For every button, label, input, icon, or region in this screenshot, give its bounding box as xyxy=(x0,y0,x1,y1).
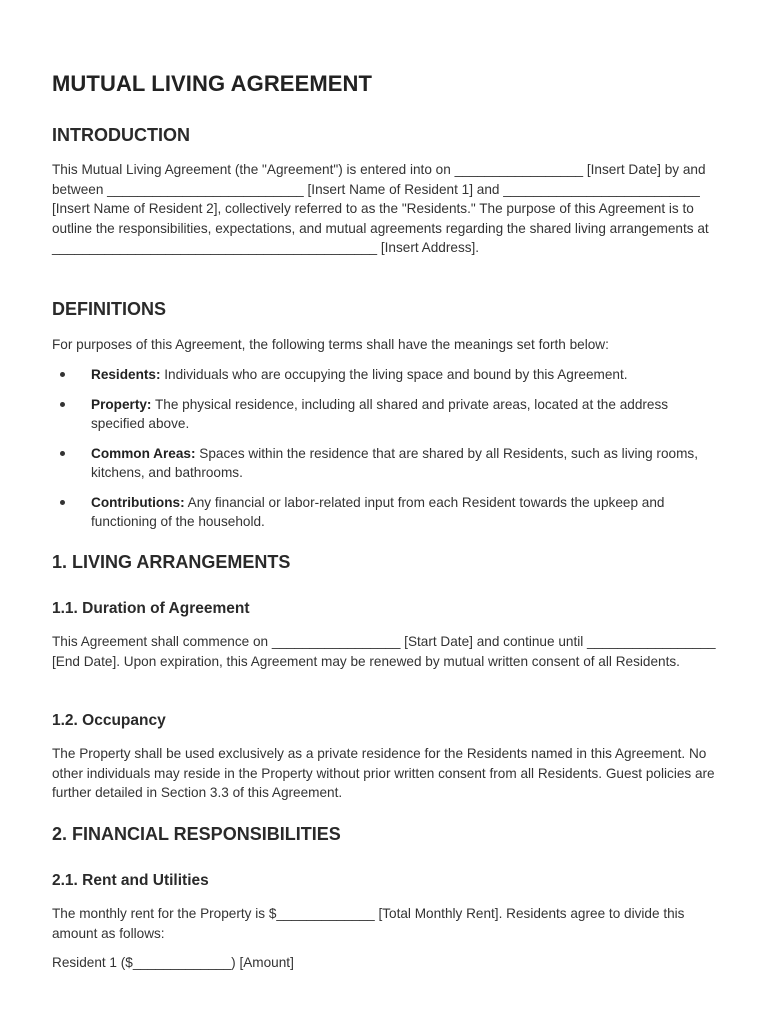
definition-text: Individuals who are occupying the living space and bound by this Agreement. xyxy=(160,367,628,382)
introduction-paragraph: This Mutual Living Agreement (the "Agreement") is entered into on _________________ [Insert Date] by and between __________________________ [Insert Name of Resident 1] and __________________________ [Insert Name of Resident 2], collectively referred to as the "Residents." The purpose of this Agreement is to outline the responsibilities, expectations, and mutual agreements regarding the shared living arrangements at ___________________________________________ [Insert Address]. xyxy=(52,162,709,255)
definition-term: Common Areas: xyxy=(91,445,196,461)
definition-item-common-areas xyxy=(52,444,718,483)
definition-text: Spaces within the residence that are shared by all Residents, such as living rooms, kitchens, and bathrooms. xyxy=(91,445,698,480)
definition-term: Property: xyxy=(91,396,152,412)
definition-term: Contributions: xyxy=(91,494,185,510)
definition-text: Any financial or labor-related input from each Resident towards the upkeep and functioning of the household. xyxy=(91,494,665,529)
definitions-heading: DEFINITIONS xyxy=(52,299,167,319)
bullet-icon xyxy=(60,500,65,505)
section2-1-paragraph: The monthly rent for the Property is $_____________ [Total Monthly Rent]. Residents agree to divide this amount as follows: xyxy=(52,906,685,941)
section1-2-heading: 1.2. Occupancy xyxy=(52,712,166,729)
section1-2-paragraph: The Property shall be used exclusively as a private residence for the Residents named in this Agreement. No other individuals may reside in the Property without prior written consent from all Residents. Guest policies are further detailed in Section 3.3 of this Agreement. xyxy=(52,746,715,800)
document-title: MUTUAL LIVING AGREEMENT xyxy=(52,71,373,96)
section2-heading: 2. FINANCIAL RESPONSIBILITIES xyxy=(52,824,341,844)
definitions-intro: For purposes of this Agreement, the following terms shall have the meanings set forth below: xyxy=(52,337,609,352)
introduction-heading: INTRODUCTION xyxy=(52,125,190,145)
definition-term: Residents: xyxy=(91,367,161,382)
section1-1-heading: 1.1. Duration of Agreement xyxy=(52,600,250,617)
definition-item-residents xyxy=(52,365,718,385)
section1-1-paragraph: This Agreement shall commence on _________________ [Start Date] and continue until _________________ [End Date]. Upon expiration, this Agreement may be renewed by mutual written consent of all Residents. xyxy=(52,634,716,669)
bullet-icon xyxy=(60,372,65,377)
definition-item-property xyxy=(52,395,718,434)
definitions-list xyxy=(52,365,718,532)
bullet-icon xyxy=(60,451,65,456)
definition-item-contributions xyxy=(52,493,718,532)
section2-1-heading: 2.1. Rent and Utilities xyxy=(52,872,209,889)
section1-heading: 1. LIVING ARRANGEMENTS xyxy=(52,552,291,572)
definition-text: The physical residence, including all shared and private areas, located at the address specified above. xyxy=(91,396,669,431)
resident1-amount-line: Resident 1 ($_____________) [Amount] xyxy=(52,955,294,970)
bullet-icon xyxy=(60,402,65,407)
